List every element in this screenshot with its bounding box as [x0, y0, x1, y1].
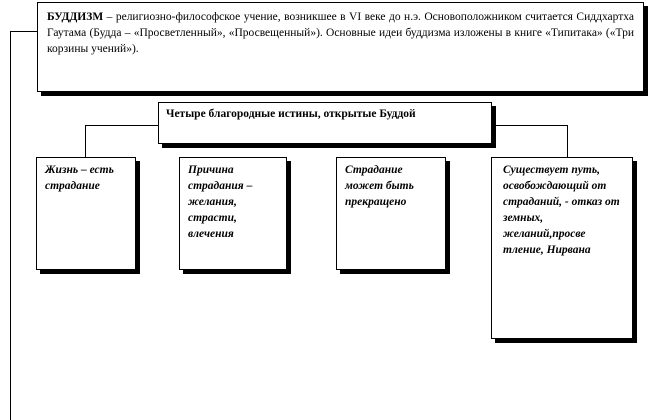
- noble-truths-title-box: [158, 102, 492, 144]
- truth-text-1: Жизнь – есть страдание: [45, 164, 114, 192]
- truths-connector-right-drop: [567, 125, 568, 157]
- truths-connector-left: [85, 125, 158, 126]
- truths-connector-right: [492, 125, 567, 126]
- truth-box-4: [491, 157, 633, 339]
- noble-truths-title: Четыре благородные истины, открытые Буддой: [166, 108, 416, 120]
- buddhism-term: БУДДИЗМ: [47, 11, 104, 23]
- left-vertical-connector: [10, 31, 11, 420]
- truth-box-2: [179, 157, 287, 270]
- truth-text-2: Причина страдания – желания, страсти, влечения: [188, 164, 253, 240]
- truth-text-3: Страдание может быть прекращено: [345, 164, 414, 208]
- buddhism-definition-box: [37, 2, 644, 92]
- truth-box-1: [36, 157, 136, 270]
- truth-box-3: [336, 157, 446, 270]
- left-horizontal-connector: [10, 31, 37, 32]
- truths-connector-left-drop: [85, 125, 86, 157]
- truth-text-4: Существует путь, освобождающий от страданий, - отказ от земных, желаний,просве тление, Нирвана: [503, 164, 620, 256]
- buddhism-definition-text: – религиозно-философское учение, возникшее в VI веке до н.э. Основоположником считается Сиддхартха Гаутама (Будда – «Просветленный», «Просвещенный»). Основные идеи буддизма изложены в книге «Типитака» («Три корзины учений»).: [47, 11, 634, 55]
